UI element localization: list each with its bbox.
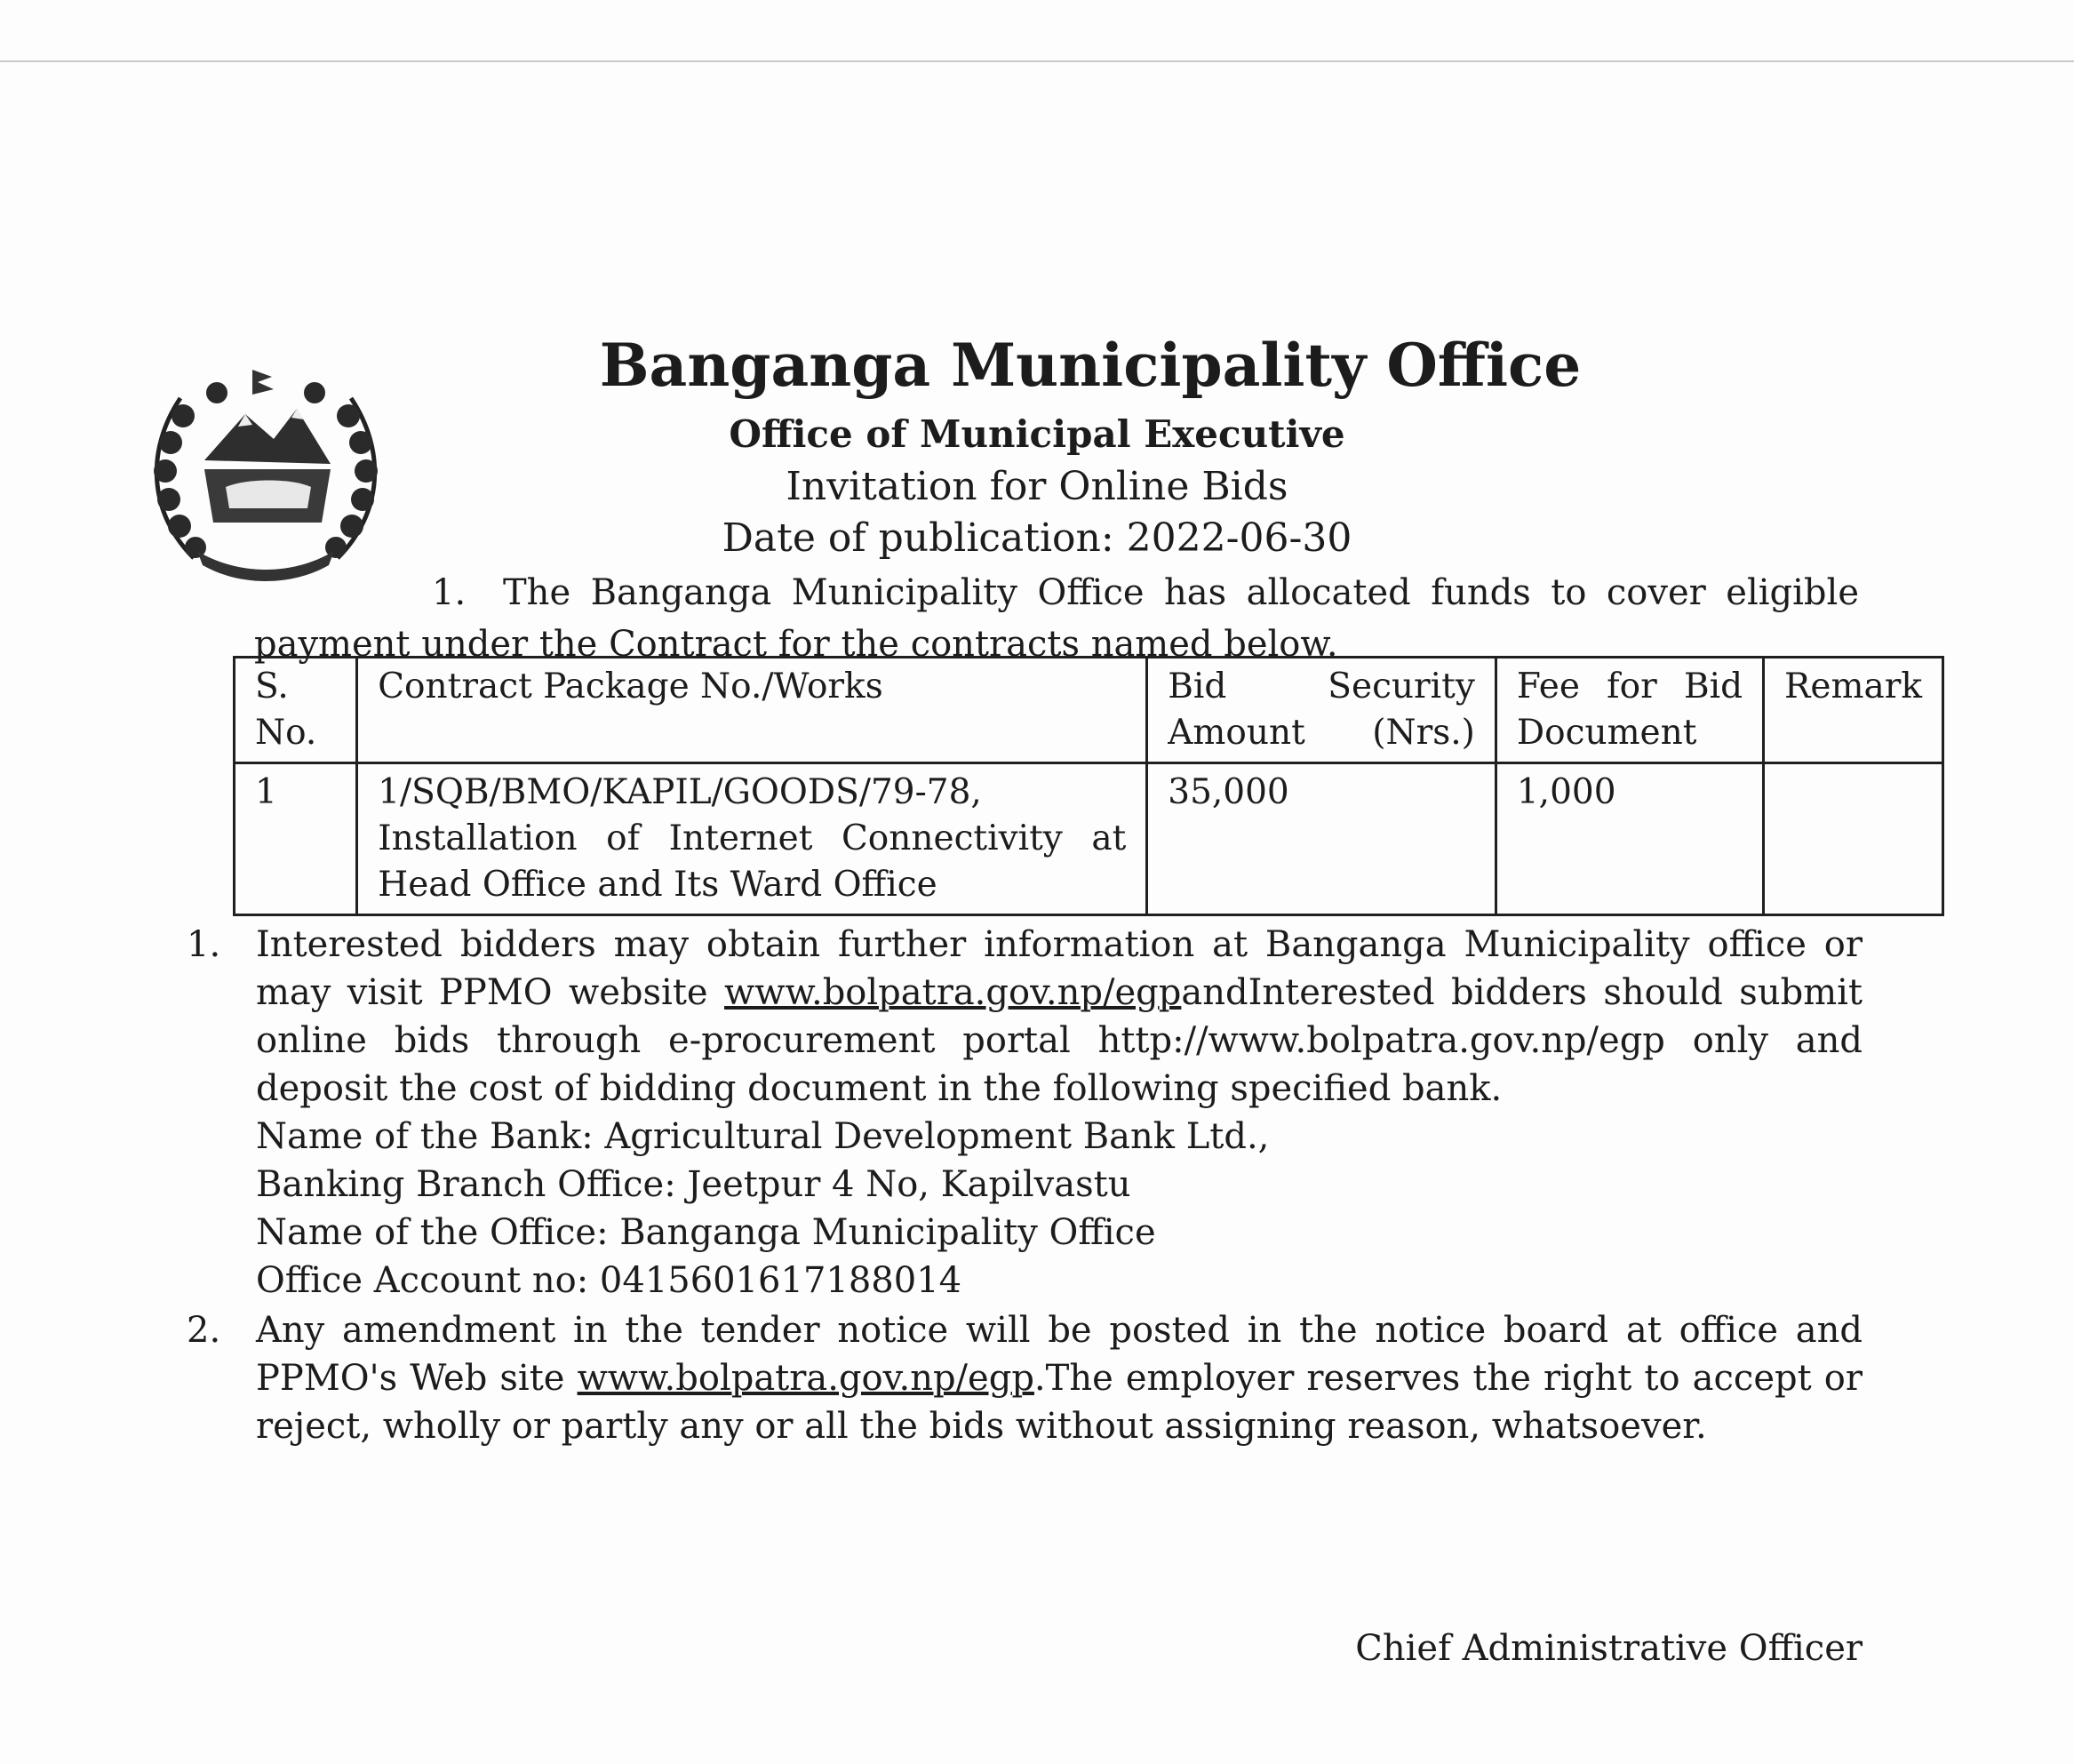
intro-text-first: The Banganga Municipality Office has allocated funds to cover eligible bbox=[503, 572, 1859, 613]
header-remark: Remark bbox=[1764, 658, 1943, 763]
cell-security: 35,000 bbox=[1147, 763, 1496, 915]
point-paragraph bbox=[256, 1306, 1863, 1450]
ppmo-link[interactable]: www.bolpatra.gov.np/egp bbox=[577, 1358, 1034, 1399]
intro-text-second: payment under the Contract for the contracts named below. bbox=[254, 624, 1338, 665]
intro-paragraph bbox=[254, 567, 1859, 670]
point-text-a: Interested bidders may obtain further information at Banganga Municipality office or may visit PPMO website bbox=[256, 924, 1863, 1013]
header-security: Bid Security Amount (Nrs.) bbox=[1147, 658, 1496, 763]
contracts-table bbox=[233, 656, 1944, 916]
package-number: 1/SQB/BMO/KAPIL/GOODS/79-78, bbox=[378, 772, 982, 812]
publication-date: Date of publication: 2022-06-30 bbox=[722, 515, 1352, 561]
point-number: 1. bbox=[187, 924, 221, 965]
intro-number: 1. bbox=[432, 572, 467, 613]
page-title: Banganga Municipality Office bbox=[599, 331, 1582, 400]
header-fee: Fee for Bid Document bbox=[1496, 658, 1763, 763]
bank-branch: Banking Branch Office: Jeetpur 4 No, Kapilvastu bbox=[256, 1164, 1131, 1205]
header-package: Contract Package No./Works bbox=[357, 658, 1147, 763]
cell-sno: 1 bbox=[235, 763, 357, 915]
signature-title: Chief Administrative Officer bbox=[1355, 1628, 1863, 1669]
list-item bbox=[187, 921, 1863, 1305]
works-line-1: Installation of Internet Connectivity at bbox=[378, 818, 1127, 858]
cell-package bbox=[357, 763, 1147, 915]
point-text-b: .The employer reserves the right to accept or reject, wholly or partly any or all the bids without assigning reason, whatsoever. bbox=[256, 1358, 1863, 1447]
account-number: Office Account no: 0415601617188014 bbox=[256, 1260, 962, 1301]
page-subtitle: Office of Municipal Executive bbox=[729, 412, 1345, 456]
cell-remark bbox=[1764, 763, 1943, 915]
point-paragraph bbox=[256, 921, 1863, 1113]
works-line-2: Head Office and Its Ward Office bbox=[378, 865, 937, 905]
point-text-b: andInterested bidders should submit online bids through e-procurement portal http://www.bolpatra.gov.np/egp only and deposit the cost of bidding document in the following specified bank. bbox=[256, 972, 1863, 1109]
point-number: 2. bbox=[187, 1310, 221, 1351]
notice-type: Invitation for Online Bids bbox=[786, 464, 1288, 509]
point-text-a: Any amendment in the tender notice will be posted in the notice board at office and PPMO's Web site bbox=[256, 1310, 1863, 1399]
list-item bbox=[187, 1306, 1863, 1450]
office-name: Name of the Office: Banganga Municipality Office bbox=[256, 1212, 1156, 1253]
header-sno: S. No. bbox=[235, 658, 357, 763]
cell-fee: 1,000 bbox=[1496, 763, 1763, 915]
table-header-row bbox=[235, 658, 1943, 763]
bank-name: Name of the Bank: Agricultural Development Bank Ltd., bbox=[256, 1116, 1270, 1157]
ppmo-link[interactable]: www.bolpatra.gov.np/egp bbox=[724, 972, 1182, 1013]
top-scan-edge bbox=[0, 60, 2074, 62]
table-row bbox=[235, 763, 1943, 915]
